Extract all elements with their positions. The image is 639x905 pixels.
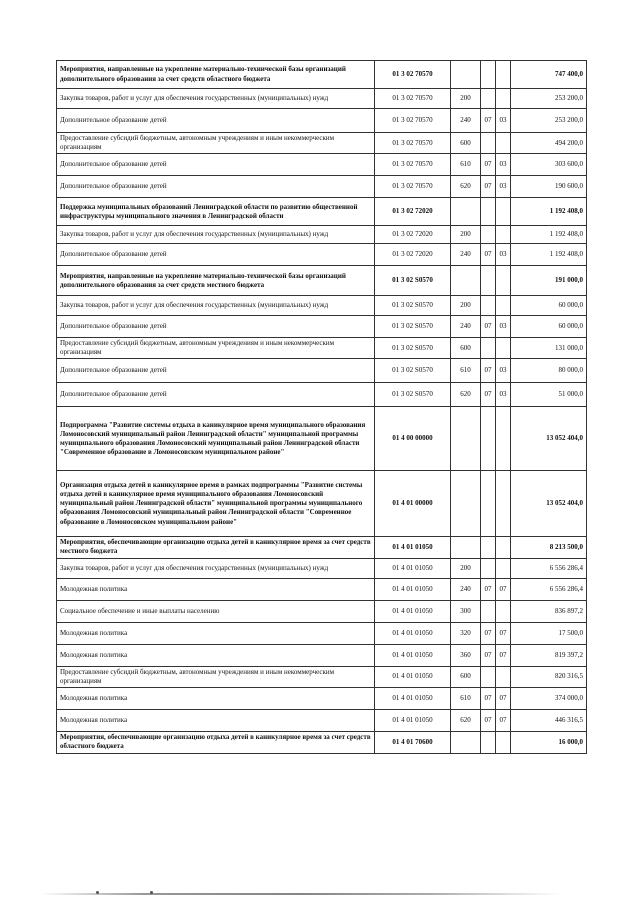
- row-section-cell: 07: [481, 709, 496, 731]
- row-section-cell: 07: [481, 176, 496, 198]
- row-code-cell: 01 4 01 01050: [375, 558, 451, 578]
- row-name-cell: Дополнительное образование детей: [57, 154, 375, 176]
- row-name-cell: Молодежная политика: [57, 622, 375, 644]
- row-code-cell: 01 3 02 70570: [375, 133, 451, 154]
- row-expense-type-cell: 240: [451, 244, 481, 266]
- scan-artifact-line: [40, 893, 560, 895]
- budget-table-body: [57, 61, 587, 754]
- row-subsection-cell: [496, 89, 511, 109]
- table-row: [57, 226, 587, 244]
- row-code-cell: 01 3 02 S0570: [375, 338, 451, 359]
- row-name-cell: Закупка товаров, работ и услуг для обеспечения государственных (муниципальных) нужд: [57, 558, 375, 578]
- row-name-cell: Предоставление субсидий бюджетным, автономным учреждениям и иным некоммерческим организациям: [57, 133, 375, 154]
- row-code-cell: 01 4 01 01050: [375, 537, 451, 558]
- table-row: [57, 133, 587, 154]
- table-row: [57, 198, 587, 226]
- row-section-cell: [481, 731, 496, 753]
- row-name-cell: Дополнительное образование детей: [57, 176, 375, 198]
- row-expense-type-cell: [451, 61, 481, 89]
- row-section-cell: [481, 89, 496, 109]
- row-subsection-cell: 03: [496, 244, 511, 266]
- table-row: [57, 176, 587, 198]
- row-amount-cell: 374 000,0: [511, 687, 587, 709]
- row-code-cell: 01 4 01 01050: [375, 687, 451, 709]
- row-code-cell: 01 4 01 00000: [375, 471, 451, 537]
- row-subsection-cell: [496, 471, 511, 537]
- row-amount-cell: 8 213 500,0: [511, 537, 587, 558]
- row-section-cell: [481, 558, 496, 578]
- row-subsection-cell: [496, 537, 511, 558]
- row-section-cell: 07: [481, 359, 496, 383]
- row-amount-cell: 13 052 404,0: [511, 471, 587, 537]
- table-row: [57, 109, 587, 133]
- row-name-cell: Дополнительное образование детей: [57, 109, 375, 133]
- row-expense-type-cell: 360: [451, 644, 481, 666]
- row-amount-cell: 80 000,0: [511, 359, 587, 383]
- table-row: [57, 622, 587, 644]
- row-amount-cell: 820 316,5: [511, 666, 587, 687]
- row-section-cell: 07: [481, 109, 496, 133]
- row-subsection-cell: 03: [496, 176, 511, 198]
- row-subsection-cell: [496, 407, 511, 471]
- row-name-cell: Молодежная политика: [57, 687, 375, 709]
- row-subsection-cell: 03: [496, 383, 511, 407]
- row-code-cell: 01 3 02 S0570: [375, 316, 451, 338]
- row-code-cell: 01 4 01 01050: [375, 622, 451, 644]
- row-expense-type-cell: 240: [451, 578, 481, 600]
- row-section-cell: [481, 266, 496, 296]
- row-expense-type-cell: 610: [451, 687, 481, 709]
- row-amount-cell: 190 600,0: [511, 176, 587, 198]
- row-expense-type-cell: 600: [451, 338, 481, 359]
- row-subsection-cell: [496, 226, 511, 244]
- row-name-cell: Предоставление субсидий бюджетным, автономным учреждениям и иным некоммерческим организациям: [57, 666, 375, 687]
- row-code-cell: 01 3 02 70570: [375, 176, 451, 198]
- row-code-cell: 01 3 02 S0570: [375, 266, 451, 296]
- table-row: [57, 154, 587, 176]
- row-expense-type-cell: [451, 537, 481, 558]
- table-row: [57, 644, 587, 666]
- row-amount-cell: 819 397,2: [511, 644, 587, 666]
- row-amount-cell: 1 192 408,0: [511, 198, 587, 226]
- row-amount-cell: 13 052 404,0: [511, 407, 587, 471]
- row-name-cell: Дополнительное образование детей: [57, 383, 375, 407]
- row-code-cell: 01 3 02 70570: [375, 154, 451, 176]
- row-code-cell: 01 4 00 00000: [375, 407, 451, 471]
- row-name-cell: Поддержка муниципальных образований Ленинградской области по развитию общественной инфраструктуры муниципального значения в Ленинградской области: [57, 198, 375, 226]
- row-section-cell: [481, 226, 496, 244]
- row-code-cell: 01 4 01 01050: [375, 578, 451, 600]
- row-amount-cell: 747 400,0: [511, 61, 587, 89]
- table-row: [57, 244, 587, 266]
- row-amount-cell: 303 600,0: [511, 154, 587, 176]
- row-expense-type-cell: 200: [451, 89, 481, 109]
- row-expense-type-cell: 610: [451, 359, 481, 383]
- row-expense-type-cell: 300: [451, 600, 481, 622]
- row-name-cell: Закупка товаров, работ и услуг для обеспечения государственных (муниципальных) нужд: [57, 226, 375, 244]
- row-section-cell: 07: [481, 622, 496, 644]
- row-name-cell: Молодежная политика: [57, 578, 375, 600]
- row-subsection-cell: 07: [496, 622, 511, 644]
- table-row: [57, 558, 587, 578]
- row-amount-cell: 1 192 408,0: [511, 226, 587, 244]
- row-subsection-cell: [496, 61, 511, 89]
- row-section-cell: 07: [481, 383, 496, 407]
- table-row: [57, 537, 587, 558]
- row-expense-type-cell: 620: [451, 383, 481, 407]
- row-amount-cell: 446 316,5: [511, 709, 587, 731]
- row-name-cell: Закупка товаров, работ и услуг для обеспечения государственных (муниципальных) нужд: [57, 296, 375, 316]
- row-expense-type-cell: [451, 266, 481, 296]
- row-section-cell: [481, 471, 496, 537]
- row-amount-cell: 6 556 286,4: [511, 578, 587, 600]
- row-subsection-cell: [496, 666, 511, 687]
- row-subsection-cell: 07: [496, 709, 511, 731]
- row-name-cell: Организация отдыха детей в каникулярное время в рамках подпрограммы "Развитие системы отдыха детей в каникулярное время муниципального образования Ломоносовский муниципальный район Ленинградской области" муниципальной программы муниципального образования Ломоносовский муниципальный район Ленинградской области "Современное образование в Ломоносовском муниципальном районе": [57, 471, 375, 537]
- row-section-cell: [481, 61, 496, 89]
- table-row: [57, 316, 587, 338]
- row-subsection-cell: 03: [496, 316, 511, 338]
- row-code-cell: 01 3 02 72020: [375, 244, 451, 266]
- budget-table: [56, 60, 587, 754]
- row-name-cell: Молодежная политика: [57, 644, 375, 666]
- row-expense-type-cell: [451, 731, 481, 753]
- row-subsection-cell: [496, 731, 511, 753]
- row-subsection-cell: [496, 600, 511, 622]
- row-section-cell: [481, 537, 496, 558]
- row-subsection-cell: 07: [496, 644, 511, 666]
- table-row: [57, 383, 587, 407]
- row-amount-cell: 836 897,2: [511, 600, 587, 622]
- row-name-cell: Мероприятия, направленные на укрепление материально-технической базы организаций дополнительного образования за счет средств местного бюджета: [57, 266, 375, 296]
- row-subsection-cell: 07: [496, 687, 511, 709]
- row-amount-cell: 60 000,0: [511, 316, 587, 338]
- row-name-cell: Предоставление субсидий бюджетным, автономным учреждениям и иным некоммерческим организациям: [57, 338, 375, 359]
- row-code-cell: 01 3 02 70570: [375, 61, 451, 89]
- row-section-cell: [481, 133, 496, 154]
- row-section-cell: 07: [481, 644, 496, 666]
- row-amount-cell: 6 556 286,4: [511, 558, 587, 578]
- row-subsection-cell: 07: [496, 578, 511, 600]
- table-row: [57, 407, 587, 471]
- row-name-cell: Дополнительное образование детей: [57, 359, 375, 383]
- row-section-cell: 07: [481, 154, 496, 176]
- row-section-cell: 07: [481, 578, 496, 600]
- table-row: [57, 266, 587, 296]
- table-row: [57, 731, 587, 753]
- row-expense-type-cell: 600: [451, 666, 481, 687]
- row-amount-cell: 253 200,0: [511, 89, 587, 109]
- row-amount-cell: 191 000,0: [511, 266, 587, 296]
- row-amount-cell: 16 000,0: [511, 731, 587, 753]
- row-code-cell: 01 3 02 S0570: [375, 359, 451, 383]
- table-row: [57, 687, 587, 709]
- row-section-cell: 07: [481, 687, 496, 709]
- row-expense-type-cell: 200: [451, 296, 481, 316]
- row-expense-type-cell: 600: [451, 133, 481, 154]
- row-amount-cell: 1 192 408,0: [511, 244, 587, 266]
- row-section-cell: 07: [481, 316, 496, 338]
- row-name-cell: Социальное обеспечение и иные выплаты населению: [57, 600, 375, 622]
- row-section-cell: [481, 600, 496, 622]
- row-subsection-cell: [496, 266, 511, 296]
- row-name-cell: Закупка товаров, работ и услуг для обеспечения государственных (муниципальных) нужд: [57, 89, 375, 109]
- table-row: [57, 600, 587, 622]
- row-subsection-cell: [496, 296, 511, 316]
- table-row: [57, 338, 587, 359]
- row-subsection-cell: [496, 198, 511, 226]
- row-expense-type-cell: 610: [451, 154, 481, 176]
- row-amount-cell: 494 200,0: [511, 133, 587, 154]
- row-name-cell: Мероприятия, обеспечивающие организацию отдыха детей в каникулярное время за счет средств местного бюджета: [57, 537, 375, 558]
- row-code-cell: 01 3 02 S0570: [375, 383, 451, 407]
- row-expense-type-cell: 240: [451, 316, 481, 338]
- table-row: [57, 359, 587, 383]
- scan-artifact-dot: [96, 891, 99, 894]
- row-name-cell: Мероприятия, обеспечивающие организацию отдыха детей в каникулярное время за счет средств областного бюджета: [57, 731, 375, 753]
- row-name-cell: Дополнительное образование детей: [57, 244, 375, 266]
- row-expense-type-cell: 620: [451, 709, 481, 731]
- row-subsection-cell: [496, 558, 511, 578]
- table-row: [57, 578, 587, 600]
- row-section-cell: [481, 407, 496, 471]
- row-section-cell: [481, 198, 496, 226]
- row-code-cell: 01 3 02 70570: [375, 89, 451, 109]
- table-row: [57, 89, 587, 109]
- row-expense-type-cell: [451, 407, 481, 471]
- row-code-cell: 01 4 01 01050: [375, 709, 451, 731]
- row-amount-cell: 60 000,0: [511, 296, 587, 316]
- row-expense-type-cell: [451, 198, 481, 226]
- row-expense-type-cell: 320: [451, 622, 481, 644]
- row-section-cell: [481, 296, 496, 316]
- row-subsection-cell: 03: [496, 154, 511, 176]
- row-section-cell: [481, 666, 496, 687]
- table-row: [57, 296, 587, 316]
- row-expense-type-cell: 240: [451, 109, 481, 133]
- row-amount-cell: 17 500,0: [511, 622, 587, 644]
- row-amount-cell: 131 000,0: [511, 338, 587, 359]
- row-expense-type-cell: 200: [451, 558, 481, 578]
- row-code-cell: 01 3 02 72020: [375, 226, 451, 244]
- table-row: [57, 666, 587, 687]
- row-code-cell: 01 4 01 01050: [375, 666, 451, 687]
- row-expense-type-cell: 620: [451, 176, 481, 198]
- table-row: [57, 61, 587, 89]
- row-subsection-cell: [496, 133, 511, 154]
- scan-artifact-dot: [150, 891, 153, 894]
- table-row: [57, 709, 587, 731]
- row-subsection-cell: [496, 338, 511, 359]
- row-name-cell: Дополнительное образование детей: [57, 316, 375, 338]
- row-name-cell: Мероприятия, направленные на укрепление материально-технической базы организаций дополнительного образования за счет средств областного бюджета: [57, 61, 375, 89]
- row-code-cell: 01 3 02 S0570: [375, 296, 451, 316]
- table-row: [57, 471, 587, 537]
- row-code-cell: 01 4 01 01050: [375, 600, 451, 622]
- row-expense-type-cell: [451, 471, 481, 537]
- row-code-cell: 01 3 02 72020: [375, 198, 451, 226]
- row-code-cell: 01 4 01 01050: [375, 644, 451, 666]
- row-name-cell: Молодежная политика: [57, 709, 375, 731]
- row-amount-cell: 253 200,0: [511, 109, 587, 133]
- row-code-cell: 01 3 02 70570: [375, 109, 451, 133]
- row-code-cell: 01 4 01 70600: [375, 731, 451, 753]
- row-subsection-cell: 03: [496, 359, 511, 383]
- row-amount-cell: 51 000,0: [511, 383, 587, 407]
- row-expense-type-cell: 200: [451, 226, 481, 244]
- row-section-cell: 07: [481, 244, 496, 266]
- row-section-cell: [481, 338, 496, 359]
- row-name-cell: Подпрограмма "Развитие системы отдыха в каникулярное время муниципального образования Ломоносовский муниципальный район Ленинградской области" муниципальной программы муниципального образования Ломоносовский муниципальный район Ленинградской области "Современное образование в Ломоносовском муниципальном районе": [57, 407, 375, 471]
- row-subsection-cell: 03: [496, 109, 511, 133]
